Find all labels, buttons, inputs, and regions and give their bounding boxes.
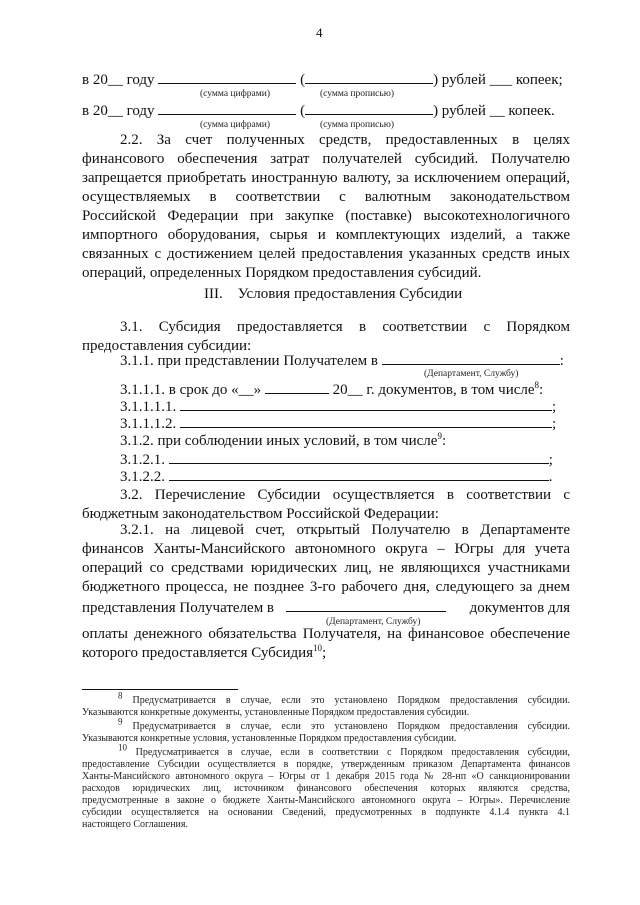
caption-sum-digits: (сумма цифрами) [200, 89, 270, 99]
item-text: 3.1.1.1. в срок до «__» [120, 382, 262, 398]
text-line: предоставления субсидии: [82, 338, 252, 354]
item-3-1-1 [120, 351, 564, 370]
footnote-line [82, 690, 570, 707]
footnote-line: субсидии осуществляется на основании Сведений, предусмотренных в подпункте 4.1.4 пункта 4.1 [82, 807, 570, 818]
item-label: 3.1.1.1.2. [120, 416, 177, 432]
footnote-line: Указываются конкретные документы, установленные Порядком предоставления субсидии. [82, 707, 470, 718]
text-line: бюджетного процесса, не позднее 3-го рабочего дня, следующего за днем [82, 579, 570, 595]
text-line: связанных с достижением целей предоставления указанных средств иных [82, 246, 570, 262]
sum-digits-field[interactable] [158, 101, 296, 115]
condition-field[interactable] [169, 467, 549, 481]
item-text: представления Получателем в [82, 600, 275, 616]
text-line: запрещается приобретать иностранную валюту, за исключением операций, [82, 170, 570, 186]
open-paren: ( [300, 72, 306, 88]
sum-words-field[interactable] [305, 101, 433, 115]
item-text: 3.1.1. при представлении Получателем в [120, 353, 378, 369]
text-line: операций, определенных Порядком предоставления субсидий. [82, 265, 482, 281]
item-text: 20__ г. документов, в том числе [332, 382, 535, 398]
text-line: 2.2. За счет полученных средств, предоставленных в целях [120, 132, 570, 148]
text-line: осуществляемых в соответствии с валютным законодательством [82, 189, 570, 205]
amount-suffix: ) рублей __ копеек. [433, 103, 555, 119]
item-end: . [548, 469, 553, 485]
text-line: оплаты денежного обязательства Получателя, на финансовое обеспечение [82, 626, 570, 642]
paragraph-3-2-1-tail [82, 625, 570, 663]
item-end: ; [548, 452, 553, 468]
item-text: документов для [469, 600, 570, 616]
amount-suffix: ) рублей ___ копеек; [433, 72, 563, 88]
sum-words-field[interactable] [305, 70, 433, 84]
sum-digits-field[interactable] [158, 70, 296, 84]
item-label: 3.1.1.1.1. [120, 399, 177, 415]
text-line: операций со средствами юридических лиц, не являющихся участниками [82, 560, 570, 576]
footnote-number: 8 [118, 690, 123, 701]
open-paren: ( [300, 103, 306, 119]
caption-sum-words: (сумма прописью) [320, 120, 394, 130]
section-heading: III. Условия предоставления Субсидии [204, 286, 463, 302]
footnote-text: Предусматривается в случае, если это установлено Порядком предоставления субсидии. [132, 721, 570, 732]
text-line [82, 644, 570, 663]
item-end: : [559, 353, 564, 369]
footnote-separator [82, 689, 238, 690]
text-line: бюджетным законодательством Российской Федерации: [82, 506, 439, 522]
footnote-10 [82, 742, 570, 831]
text-line: финансов Ханты-Мансийского автономного округа – Югры для учета [82, 541, 570, 557]
footnote-number: 9 [118, 716, 123, 727]
paragraph-3-2-1 [82, 521, 570, 597]
footnote-text: Предусматривается в случае, если это установлено Порядком предоставления субсидии. [132, 695, 570, 706]
document-field[interactable] [180, 397, 552, 411]
footnote-line: предоставление Субсидии осуществляется в порядке, утвержденным приказом Департамента финансов [82, 759, 570, 770]
document-field[interactable] [180, 414, 552, 428]
paragraph-3-2 [82, 486, 570, 524]
text-line: импортного оборудования, сырья и комплектующих изделий, а также [82, 227, 570, 243]
footnote-line [82, 716, 570, 733]
text-segment: которого предоставляется Субсидия [82, 645, 314, 661]
footnote-line [82, 742, 570, 759]
amount-prefix: в 20__ году [82, 103, 155, 119]
item-3-1-2-2 [120, 467, 553, 486]
text-line: 3.2. Перечисление Субсидии осуществляется в соответствии с [120, 487, 570, 503]
footnote-ref-8[interactable]: 8 [534, 380, 540, 390]
footnote-ref-10[interactable]: 10 [313, 643, 323, 653]
item-end: : [539, 382, 544, 398]
footnote-9 [82, 716, 570, 745]
footnote-8 [82, 690, 570, 719]
caption-department: (Департамент, Службу) [424, 369, 519, 379]
item-end: ; [322, 645, 327, 661]
caption-department: (Департамент, Службу) [326, 617, 421, 627]
item-label: 3.1.2.1. [120, 452, 165, 468]
footnote-number: 10 [118, 742, 127, 753]
footnote-line: Указываются конкретные условия, установленные Порядком предоставления субсидии. [82, 733, 457, 744]
footnote-text: Предусматривается в случае, если в соответствии с Порядком предоставления субсидии, [135, 747, 570, 758]
department-field[interactable] [382, 351, 560, 365]
footnote-line: настоящего Соглашения. [82, 819, 189, 830]
item-text: 3.1.2. при соблюдении иных условий, в том числе [120, 433, 438, 449]
department-field[interactable] [286, 598, 446, 612]
footnote-line: предусмотренные в законе о бюджете Ханты-Мансийского автономного округа – Югры». Перечисление [82, 795, 570, 806]
item-3-2-1-line5 [82, 598, 570, 617]
item-3-1-2 [120, 432, 446, 450]
item-end: ; [552, 399, 557, 415]
item-3-1-1-1-2 [120, 414, 556, 433]
month-field[interactable] [265, 380, 329, 394]
text-line: 3.1. Субсидия предоставляется в соответствии с Порядком [120, 319, 570, 335]
text-line: Российской Федерации при закупке (поставке) высокотехнологичного [82, 208, 570, 224]
amount-line-1 [82, 70, 563, 89]
footnote-ref-9[interactable]: 9 [437, 431, 442, 441]
condition-field[interactable] [169, 450, 549, 464]
item-end: ; [552, 416, 557, 432]
amount-line-2 [82, 101, 555, 120]
caption-sum-words: (сумма прописью) [320, 89, 394, 99]
item-end: : [441, 433, 447, 449]
caption-sum-digits: (сумма цифрами) [200, 120, 270, 130]
footnote-line: расходов юридических лиц, источником финансового обеспечения которых являются средства, [82, 783, 570, 794]
footnote-line: Ханты-Мансийского автономного округа – Югры от 1 декабря 2015 года № 28-нп «О санкционировании [82, 771, 570, 782]
amount-prefix: в 20__ году [82, 72, 155, 88]
text-line: финансового обеспечения затрат получателей субсидий. Получателю [82, 151, 570, 167]
text-line: 3.2.1. на лицевой счет, открытый Получателю в Департаменте [120, 522, 570, 538]
item-label: 3.1.2.2. [120, 469, 165, 485]
paragraph-2-2 [82, 131, 570, 283]
page-number: 4 [316, 25, 323, 40]
